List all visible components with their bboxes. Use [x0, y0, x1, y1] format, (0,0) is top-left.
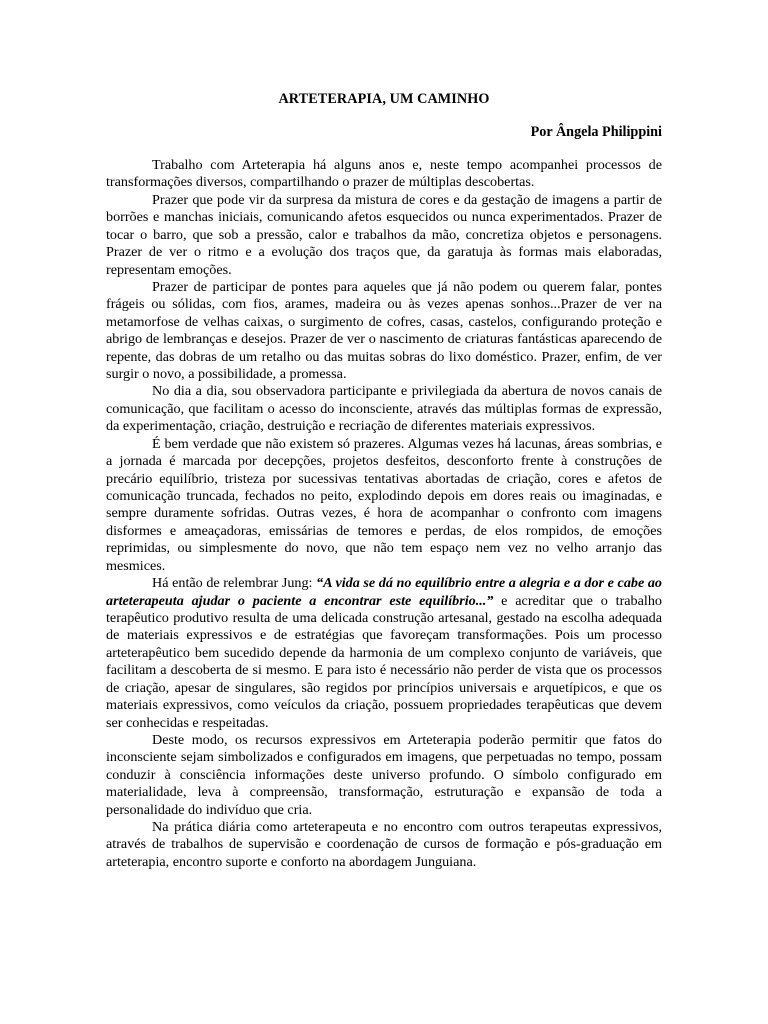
paragraph-pratica-diaria: Na prática diária como arteterapeuta e no encontro com outros terapeutas expressivos, através de trabalhos de supervisão e coordenação de cursos de formação e pós-graduação em arteterapia, encontro suporte e conforto na abordagem Junguiana.: [106, 819, 662, 870]
jung-quote: “A vida se dá no equilíbrio entre a alegria e a dor e cabe ao arteterapeuta ajudar o paciente a encontrar este equilíbrio...”: [106, 575, 662, 609]
jung-continuation-text: e acreditar que o trabalho terapêutico produtivo resulta de uma delicada construção artesanal, gestado na escolha adequada de materiais expressivos e de estratégias que favoreçam transformações. Pois um processo arteterapêutico bem sucedido depende da harmonia de um complexo conjunto de variáveis, que facilitam a descoberta de si mesmo. E para isto é necessário não perder de vista que os processos de criação, apesar de singulares, são regidos por princípios universais e arquetípicos, e que os materiais expressivos, como veículos da criação, possuem propriedades terapêuticas que devem ser conhecidas e respeitadas.: [106, 592, 662, 731]
paragraph-jung: [106, 575, 662, 732]
paragraph-prazer-cores: Prazer que pode vir da surpresa da mistura de cores e da gestação de imagens a partir de borrões e manchas iniciais, comunicando afetos esquecidos ou nunca experimentados. Prazer de tocar o barro, que sob a pressão, calor e trabalhos da mão, concretiza objetos e personagens. Prazer de ver o ritmo e a evolução dos traços que, da garatuja às formas mais elaboradas, representam emoções.: [106, 191, 662, 278]
paragraph-recursos-expressivos: Deste modo, os recursos expressivos em Arteterapia poderão permitir que fatos do inconsciente sejam simbolizados e configurados em imagens, que perpetuadas no tempo, possam conduzir à consciência informações deste universo profundo. O símbolo configurado em materialidade, leva à compreensão, transformação, estruturação e expansão de toda a personalidade do indivíduo que cria.: [106, 731, 662, 818]
document-body: [106, 157, 662, 871]
paragraph-prazer-pontes: Prazer de participar de pontes para aqueles que já não podem ou querem falar, pontes frágeis ou sólidas, com fios, arames, madeira ou às vezes apenas sonhos...Prazer de ver na metamorfose de velhas caixas, o surgimento de cofres, casas, castelos, configurando proteção e abrigo de lembranças e desejos. Prazer de ver o nascimento de criaturas fantásticas aparecendo de repente, das dobras de um retalho ou das muitas sobras do lixo doméstico. Prazer, enfim, de ver surgir o novo, a possibilidade, a promessa.: [106, 278, 662, 383]
jung-intro-text: Há então de relembrar Jung:: [152, 575, 317, 592]
paragraph-nao-so-prazeres: É bem verdade que não existem só prazeres. Algumas vezes há lacunas, áreas sombrias, e a jornada é marcada por decepções, projetos desfeitos, desconforto frente à construções de precário equilíbrio, tristeza por sucessivas tentativas abortadas de criação, cores e afetos de comunicação truncada, fechados no peito, explodindo depois em dores reais ou imaginadas, e sempre duramente sofridas. Outras vezes, é hora de acompanhar o confronto com imagens disformes e ameaçadoras, emissárias de temores e perdas, de elos rompidos, de emoções reprimidas, ou simplesmente do novo, que não tem espaço nem vez no velho arranjo das mesmices.: [106, 435, 662, 574]
paragraph-dia-a-dia: No dia a dia, sou observadora participante e privilegiada da abertura de novos canais de comunicação, que facilitam o acesso do inconsciente, através das múltiplas formas de expressão, da experimentação, criação, destruição e recriação de diferentes materiais expressivos.: [106, 383, 662, 435]
document-author: Por Ângela Philippini: [530, 124, 662, 140]
document-title: ARTETERAPIA, UM CAMINHO: [278, 91, 490, 107]
paragraph-intro: Trabalho com Arteterapia há alguns anos e, neste tempo acompanhei processos de transformações diversos, compartilhando o prazer de múltiplas descobertas.: [106, 157, 662, 191]
